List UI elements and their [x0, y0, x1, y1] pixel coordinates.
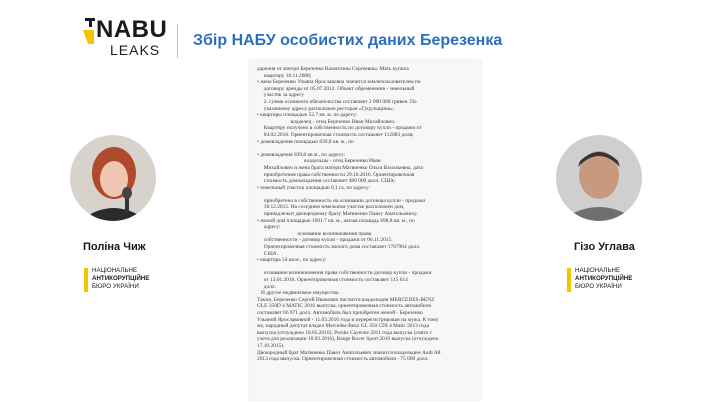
portrait-left: [70, 135, 156, 221]
nabu-badge-text: [575, 267, 632, 291]
nabu-line3: БЮРО УКРАЇНИ: [575, 283, 622, 290]
nabu-line2: АНТИКОРУПЦІЙНЕ: [575, 275, 633, 282]
logo-main-text: NABU: [96, 16, 168, 43]
person-name-right: Гізо Углава: [574, 241, 635, 253]
man-portrait-icon: [556, 135, 642, 221]
woman-portrait-icon: [70, 135, 156, 221]
nabu-leaks-logo[interactable]: [82, 16, 177, 62]
header-divider: [177, 24, 178, 58]
nabu-badge-text: [92, 267, 149, 291]
nabu-logo-left: [84, 266, 164, 296]
page-title: Збір НАБУ особистих даних Березенка: [193, 32, 503, 49]
nabu-line2: АНТИКОРУПЦІЙНЕ: [92, 275, 150, 282]
portrait-right: [556, 135, 642, 221]
logo-sub-text: LEAKS: [110, 42, 161, 58]
nabu-line1: НАЦІОНАЛЬНЕ: [92, 267, 138, 274]
nabu-line3: БЮРО УКРАЇНИ: [92, 283, 139, 290]
nabu-mark-icon: [567, 268, 571, 292]
document-text: дарения от матери Березенко Валентины Сергеевны. Мать купила квартиру 18.11.2008; • жена Березенко Ульяна Ярославовна значится землепользователем по договору аренды от 05.07.2012. Объект обременения - земельный участок за адресу 2. сумма основного обязательства составляет 2 000 000 гривен. По указанному адресу расположен ресторан «Гуцульщина»; • квартиры площадью 52.7 кв. м. по адресу: владелец - отец Березенко Иван Михайлович. Квартиру получено в собственность по договору купли - продажи от 04.02.2016. Ориентировочная стоимость составляет 112883 доля; • домовладения площадью 839,8 кв. м., по • домовладения 839,8 кв.м., по адресу: владельцы - отец Березенко Иван Михайлович и жена брата матери Матвиенко Ольга Васильевна, дата приобретения права собственности 29.10.2016. Ориентировочная стоимость домовладения составляет 480 000 долл. США; • земельный участок площадью 0,1 га, по адресу: приобретено в собственность на основании договора купли - продажи 18.12.2015. На соседнем земельном участке расположен дом, принадлежит двоюродному брату Матвиенко Павлу Анатольевичу. • жилой дом площадью 1001.7 кв. м., жилая площадь 698,8 кв. м., по адресу: основание возникновения права собственности - договор купли - продажи от 06.11.2015. Ориентировочная стоимость жилого дома составляет 1767964 долл. США. • квартира 54 кв.м., по адресу: основание возникновения права собственности договор купли - продажи от 13.01.2016. Ориентировочная стоимость составляет 115 614 долл. И другое недвижимое имущество. Также, Березенко Сергей Иванович числится владельцем MERCEDES-BENZ GLE 350D 4 MATIC 2016 выпуска, ориентировочная стоимость автомобиля составляет 66 971 долл. Автомобиль был приобретен женой - Березенко Ульяной Ярославовной - 11.03.2016 года и перерегистрирован на мужа. К тому же, народный депутат владел Mercedes-Benz GL 350 CDI 4 Matic 2013 года выпуска (отчуждено 18.05.2016), Porshe Cayenne 2011 года выпуска (снято с учета для реализации 10.03.2016), Range Rover Sport 2010 выпуска (отчуждено 17.10.2015). Двоюродный брат Матвиенко Павел Анатольевич значится владельцем Audi A8 2013 года выпуска. Ориентировочная стоимость автомобиля - 75 000 долл.: [257, 66, 441, 363]
person-name-left: Поліна Чиж: [83, 241, 146, 253]
document-scan: [249, 60, 481, 400]
nabu-mark-icon: [84, 268, 88, 292]
nabu-logo-right: [567, 266, 647, 296]
nabu-line1: НАЦІОНАЛЬНЕ: [575, 267, 621, 274]
